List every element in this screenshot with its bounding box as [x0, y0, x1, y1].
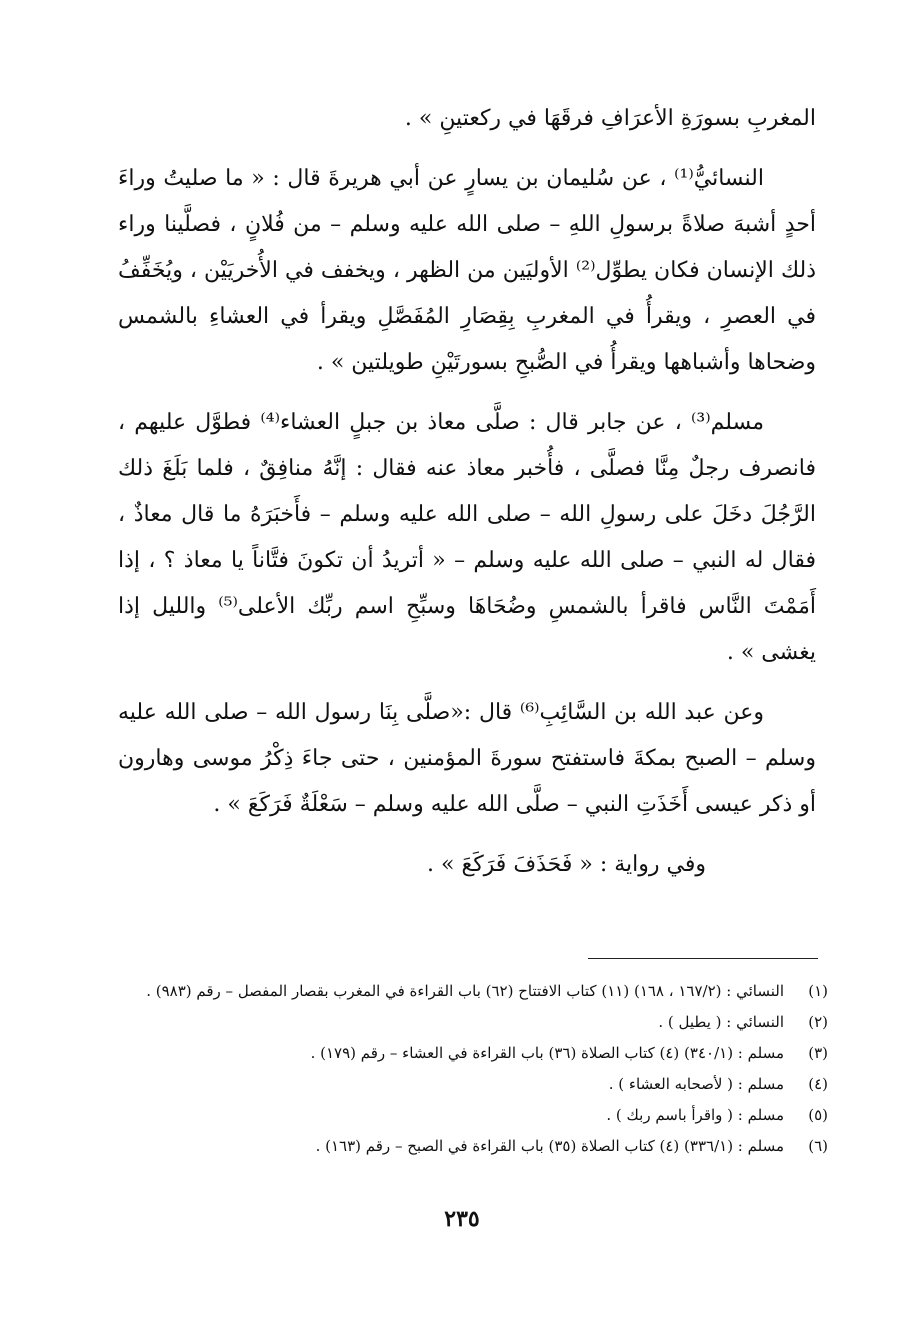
- paragraph-muslim-jabir-hadith: مسلم⁽³⁾ ، عن جابر قال : صلَّى معاذ بن جبلٍ العشاء⁽⁴⁾ فطوَّل عليهم ، فانصرف رجلٌ مِنَّا فصلَّى ، فأُخبر معاذ عنه فقال : إنَّهُ منافِقٌ ، فلما بَلَغَ ذلك الرَّجُلَ دخَلَ على رسولِ الله – صلى الله عليه وسلم – فأَخبَرَهُ ما قال معاذٌ ، فقال له النبي – صلى الله عليه وسلم – « أتريدُ أن تكونَ فتَّاناً يا معاذ ؟ ، إذا أَمَمْتَ النَّاس فاقرأ بالشمسِ وضُحَاهَا وسبِّحِ اسم ربِّك الأعلى⁽⁵⁾ والليل إذا يغشى » .: [118, 410, 816, 665]
- footnote: [118, 1131, 828, 1162]
- footnote: [118, 1038, 828, 1069]
- footnote-number: (٢): [808, 1013, 828, 1031]
- footnote-text: النسائي : ( يطيل ) .: [658, 1013, 784, 1031]
- paragraph-continuation: المغربِ بسورَةِ الأعرَافِ فرقَهَا في ركعتينِ » .: [404, 106, 816, 131]
- footnote-number: (٤): [808, 1075, 828, 1093]
- footnotes: [118, 976, 828, 1162]
- footnote-separator: [588, 958, 818, 959]
- footnote-number: (٦): [808, 1137, 828, 1155]
- footnote-number: (٣): [808, 1044, 828, 1062]
- main-text: [118, 96, 816, 902]
- footnote: [118, 1069, 828, 1100]
- footnote-number: (٥): [808, 1106, 828, 1124]
- paragraph-abdullah-saib-hadith: وعن عبد الله بن السَّائِبِ⁽⁶⁾ قال :«صلَّى بِنَا رسول الله – صلى الله عليه وسلم – الصبح بمكةَ فاستفتح سورةَ المؤمنين ، حتى جاءَ ذِكْرُ موسى وهارون أو ذكر عيسى أَخَذَتِ النبي – صلَّى الله عليه وسلم – سَعْلَةٌ فَرَكَعَ » .: [118, 700, 816, 817]
- paragraph-nasai-hadith: النسائيُّ⁽¹⁾ ، عن سُليمان بن يسارٍ عن أبي هريرةَ قال : « ما صليتُ وراءَ أحدٍ أشبهَ صلاةً برسولِ اللهِ – صلى الله عليه وسلم – من فُلانٍ ، فصلَّينا وراء ذلك الإنسان فكان يطوِّل⁽²⁾ الأوليَين من الظهر ، ويخفف في الأُخريَيْن ، ويُخَفِّفُ في العصرِ ، ويقرأُ في المغربِ بِقِصَارِ المُفَصَّلِ ويقرأ في العشاءِ بالشمس وضحاها وأشباهها ويقرأُ في الصُّبحِ بسورتَيْنِ طويلتين » .: [118, 166, 816, 375]
- footnote: [118, 1100, 828, 1131]
- page-number: ٢٣٥: [444, 1206, 480, 1232]
- footnote-text: مسلم : (٣٣٦/١) (٤) كتاب الصلاة (٣٥) باب القراءة في الصبح – رقم (١٦٣) .: [315, 1137, 784, 1155]
- footnote-number: (١): [808, 982, 828, 1000]
- footnote-text: مسلم : ( واقرأ باسم ربك ) .: [606, 1106, 784, 1124]
- footnote-text: النسائي : (١٦٧/٢ ، ١٦٨) (١١) كتاب الافتتاح (٦٢) باب القراءة في المغرب بقصار المفصل – رقم (٩٨٣) .: [146, 982, 784, 1000]
- footnote: [118, 1007, 828, 1038]
- footnote: [118, 976, 828, 1007]
- footnote-text: مسلم : ( لأصحابه العشاء ) .: [608, 1075, 784, 1093]
- paragraph-riwaya: وفي رواية : « فَحَذَفَ فَرَكَعَ » .: [427, 852, 706, 877]
- footnote-text: مسلم : (٣٤٠/١) (٤) كتاب الصلاة (٣٦) باب القراءة في العشاء – رقم (١٧٩) .: [310, 1044, 784, 1062]
